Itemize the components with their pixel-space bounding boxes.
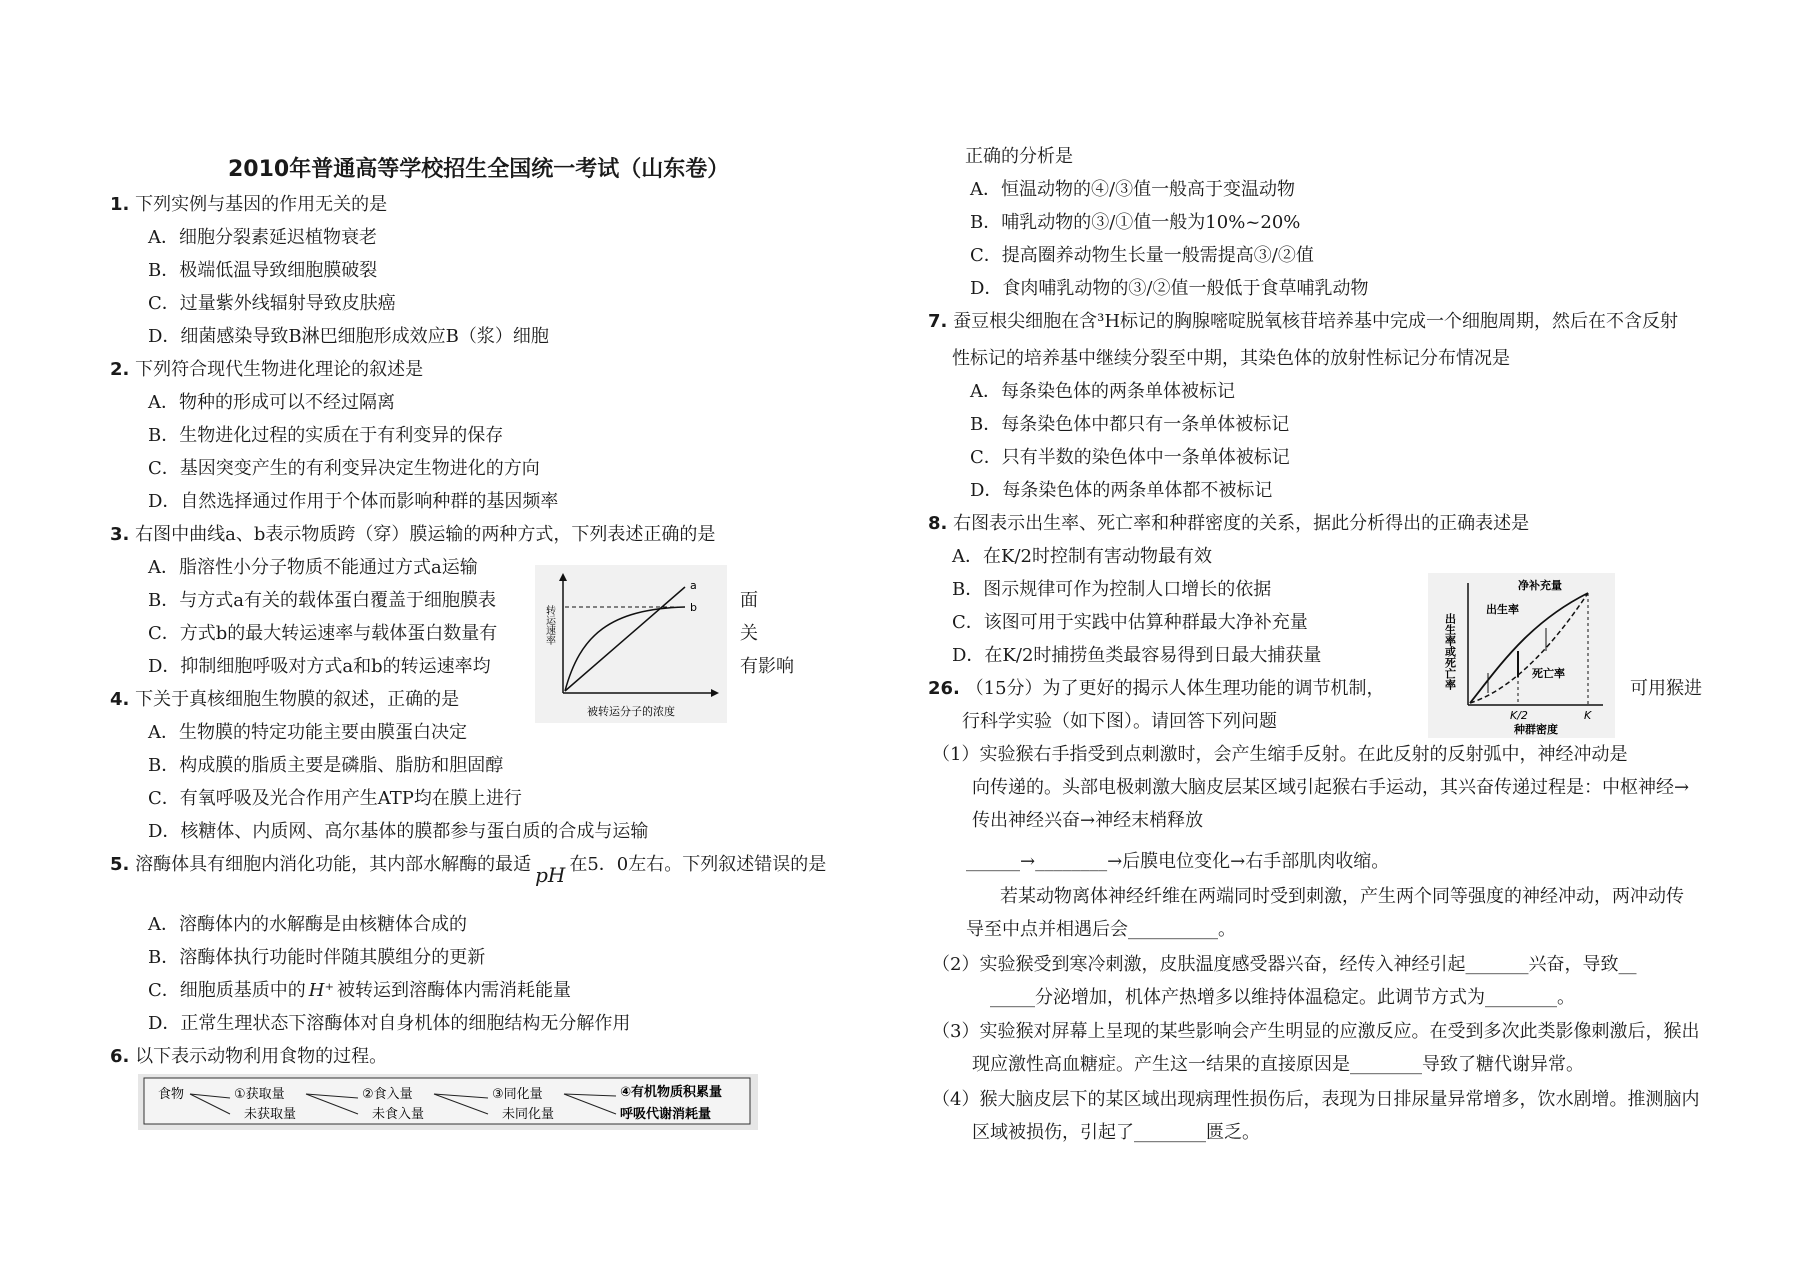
option-b: B．生物进化过程的实质在于有利变异的保存 (148, 425, 504, 446)
transport-rate-figure (535, 565, 727, 723)
birth-death-rate-graph (1428, 573, 1615, 738)
ph-symbol: pH (535, 863, 566, 887)
option-d-cont: 有影响 (740, 656, 794, 677)
node-obtained: ①获取量 (234, 1087, 285, 1102)
curve-a (565, 587, 685, 691)
option-a: A．生物膜的特定功能主要由膜蛋白决定 (148, 722, 467, 743)
k-half-label: K/2 (1510, 709, 1528, 722)
k-label: K (1584, 709, 1592, 722)
option-d: D．在K/2时捕捞鱼类最容易得到日最大捕获量 (952, 645, 1322, 666)
question-5 (110, 850, 827, 887)
option-d: D．细菌感染导致B淋巴细胞形成效应B（浆）细胞 (148, 326, 549, 347)
node-not-obtained: 未获取量 (244, 1107, 297, 1122)
option-b-cont: 面 (740, 590, 758, 611)
part-1-line-2: 向传递的。头部电极刺激大脑皮层某区域引起猴右手运动，其兴奋传递过程是：中枢神经→ (972, 777, 1690, 798)
option-c: C．方式b的最大转运速率与载体蛋白数量有 (148, 623, 498, 644)
option-d: D．食肉哺乳动物的③/②值一般低于食草哺乳动物 (970, 278, 1369, 299)
part-1-line-5: 若某动物离体神经纤维在两端同时受到刺激，产生两个同等强度的神经冲动，两冲动传 (1000, 886, 1684, 907)
question-stem-cont: 行科学实验（如下图）。请回答下列问题 (962, 711, 1277, 732)
part-1-line-6: 导至中点并相遇后会__________。 (966, 919, 1236, 940)
node-ingested: ②食入量 (362, 1087, 413, 1102)
part-1-line-4: ______→________→后膜电位变化→右手部肌肉收缩。 (966, 851, 1390, 872)
option-d: D．抑制细胞呼吸对方式a和b的转运速率均 (148, 656, 491, 677)
part-3-line-2: 现应激性高血糖症。产生这一结果的直接原因是________导致了糖代谢异常。 (972, 1054, 1584, 1075)
node-not-ingested: 未食入量 (372, 1107, 425, 1122)
question-3 (110, 520, 715, 546)
page-title: 2010年普通高等学校招生全国统一考试（山东卷） (228, 157, 730, 182)
x-axis-label: 被转运分子的浓度 (587, 705, 675, 718)
option-b: B．构成膜的脂质主要是磷脂、脂肪和胆固醇 (148, 755, 504, 776)
question-number: 3. (110, 524, 130, 545)
option-c-text: C．细胞质基质中的 (148, 980, 306, 1001)
question-stem: （15分）为了更好的揭示人体生理功能的调节机制， (965, 678, 1385, 699)
death-rate-label: 死亡率 (1532, 667, 1565, 680)
part-1-line-1: （1）实验猴右手指受到点刺激时，会产生缩手反射。在此反射的反射弧中，神经冲动是 (932, 744, 1628, 765)
y-axis-arrow (559, 573, 567, 581)
x-axis-label: 种群密度 (1514, 723, 1558, 736)
option-a: A．细胞分裂素延迟植物衰老 (148, 227, 377, 248)
part-2-line-1: （2）实验猴受到寒冷刺激，皮肤温度感受器兴奋，经传入神经引起_______兴奋，导致__ (932, 954, 1637, 975)
option-a: A．在K/2时控制有害动物最有效 (952, 546, 1212, 567)
y-axis-label: 转运速率 (543, 605, 555, 645)
option-d: D．自然选择通过作用于个体而影响种群的基因频率 (148, 491, 559, 512)
option-b: B．哺乳动物的③/①值一般为10%~20% (970, 212, 1301, 233)
question-number: 4. (110, 689, 130, 710)
option-b: B．与方式a有关的载体蛋白覆盖于细胞膜表 (148, 590, 496, 611)
question-2 (110, 355, 423, 381)
question-number: 5. (110, 854, 130, 875)
food-flow-chart (138, 1074, 758, 1130)
hydrogen-ion: H⁺ (308, 980, 334, 1001)
option-c: C．该图可用于实践中估算种群最大净补充量 (952, 612, 1308, 633)
option-a: A．每条染色体的两条单体被标记 (970, 381, 1235, 402)
question-8 (928, 509, 1529, 535)
part-3-line-1: （3）实验猴对屏幕上呈现的某些影响会产生明显的应激反应。在受到多次此类影像刺激后，猴出 (932, 1021, 1700, 1042)
question-number: 6. (110, 1046, 130, 1067)
option-c: C．提高圈养动物生长量一般需提高③/②值 (970, 245, 1314, 266)
question-number: 26. (928, 678, 960, 699)
question-stem-cont: 在5．0左右。下列叙述错误的是 (569, 854, 827, 875)
question-number: 8. (928, 513, 948, 534)
part-2-line-2: _____分泌增加，机体产热增多以维持体温稳定。此调节方式为________。 (990, 987, 1575, 1008)
question-stem: 以下表示动物利用食物的过程。 (135, 1046, 388, 1067)
food-utilization-diagram (138, 1074, 758, 1130)
question-stem: 蚕豆根尖细胞在含³H标记的胸腺嘧啶脱氧核苷培养基中完成一个细胞周期，然后在不含反射 (953, 311, 1679, 332)
question-6-continued: 正确的分析是 (965, 146, 1073, 167)
question-1 (110, 190, 387, 216)
question-number: 2. (110, 359, 130, 380)
question-stem: 下关于真核细胞生物膜的叙述，正确的是 (135, 689, 460, 710)
option-b: B．极端低温导致细胞膜破裂 (148, 260, 378, 281)
question-26 (928, 674, 1385, 700)
curve-a-label: a (690, 579, 697, 592)
option-c: C．有氧呼吸及光合作用产生ATP均在膜上进行 (148, 788, 522, 809)
option-a: A．溶酶体内的水解酶是由核糖体合成的 (148, 914, 467, 935)
option-d: D．每条染色体的两条单体都不被标记 (970, 480, 1273, 501)
option-a: A．脂溶性小分子物质不能通过方式a运输 (148, 557, 478, 578)
birth-rate-label: 出生率 (1486, 603, 1519, 616)
option-a: A．恒温动物的④/③值一般高于变温动物 (970, 179, 1296, 200)
x-axis-arrow (711, 689, 719, 697)
question-7 (928, 307, 1678, 333)
node-assimilated: ③同化量 (492, 1087, 543, 1102)
population-density-figure (1428, 573, 1615, 738)
node-respiration: 呼吸代谢消耗量 (620, 1107, 712, 1122)
option-c-text-cont: 被转运到溶酶体内需消耗能量 (336, 980, 571, 1001)
option-d: D．核糖体、内质网、高尔基体的膜都参与蛋白质的合成与运输 (148, 821, 649, 842)
option-b: B．每条染色体中都只有一条单体被标记 (970, 414, 1290, 435)
option-a: A．物种的形成可以不经过隔离 (148, 392, 395, 413)
option-d: D．正常生理状态下溶酶体对自身机体的细胞结构无分解作用 (148, 1013, 631, 1034)
question-stem: 右图中曲线a、b表示物质跨（穿）膜运输的两种方式，下列表述正确的是 (135, 524, 716, 545)
question-stem: 下列符合现代生物进化理论的叙述是 (135, 359, 424, 380)
option-c: C．基因突变产生的有利变异决定生物进化的方向 (148, 458, 540, 479)
part-4-line-2: 区域被损伤，引起了________匮乏。 (972, 1122, 1260, 1143)
transport-rate-graph (535, 565, 727, 723)
question-stem-cont: 性标记的培养基中继续分裂至中期，其染色体的放射性标记分布情况是 (952, 348, 1510, 369)
question-stem: 溶酶体具有细胞内消化功能，其内部水解酶的最适 (135, 854, 532, 875)
node-food: 食物 (158, 1087, 185, 1102)
question-stem: 右图表示出生率、死亡率和种群密度的关系，据此分析得出的正确表述是 (953, 513, 1530, 534)
net-supply-label: 净补充量 (1518, 579, 1562, 592)
curve-b (565, 607, 685, 691)
part-1-line-3: 传出神经兴奋→神经末梢释放 (972, 810, 1204, 831)
y-axis-label: 出生率或死亡率 (1443, 613, 1457, 690)
question-stem: 下列实例与基因的作用无关的是 (135, 194, 388, 215)
option-c: C．只有半数的染色体中一条单体被标记 (970, 447, 1290, 468)
node-accumulated: ④有机物质积累量 (620, 1085, 723, 1100)
part-4-line-1: （4）猴大脑皮层下的某区域出现病理性损伤后，表现为日排尿量异常增多，饮水剧增。推测脑内 (932, 1089, 1700, 1110)
option-b: B．溶酶体执行功能时伴随其膜组分的更新 (148, 947, 486, 968)
option-c-cont: 关 (740, 623, 758, 644)
question-4 (110, 685, 459, 711)
question-number: 7. (928, 311, 948, 332)
question-number: 1. (110, 194, 130, 215)
option-b: B．图示规律可作为控制人口增长的依据 (952, 579, 1272, 600)
question-stem-tail: 可用猴进 (1630, 678, 1702, 699)
curve-b-label: b (690, 601, 697, 614)
node-not-assimilated: 未同化量 (502, 1107, 555, 1122)
option-c (148, 976, 571, 1002)
question-6 (110, 1042, 387, 1068)
option-c: C．过量紫外线辐射导致皮肤癌 (148, 293, 396, 314)
